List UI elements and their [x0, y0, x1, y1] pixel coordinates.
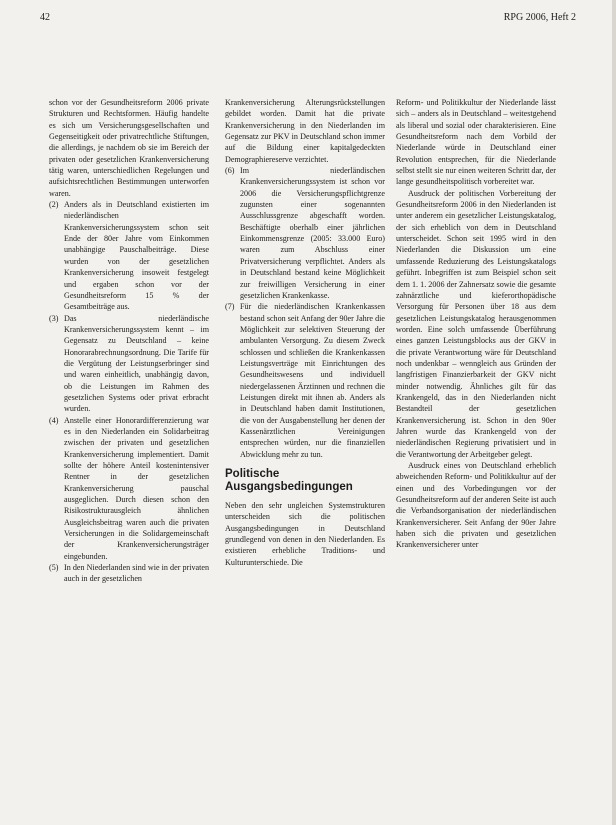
numbered-paragraph: [225, 301, 385, 460]
section-heading: Politische Ausgangsbedingungen: [225, 468, 353, 493]
page-number: 42: [40, 12, 50, 23]
text-column-left: [49, 97, 209, 585]
paragraph-text: Für die niederländischen Krankenkassen bestand schon seit Anfang der 90er Jahre die Möglichkeit zur selektiven Steuerung der ambulanten Versorgung. Zu diesem Zweck schlossen und schließen die Krankenkassen Leistungsverträge mit Einrichtungen des Gesundheitswesens und individuell niedergelassenen Ärztinnen und rechnen die Leistungen direkt mit ihnen ab. Anders als in Deutschland haben damit Institutionen, die von der Ausgabenstellung her denen der Kassenärztlichen Vereinigungen entsprechen würden, nur die finanziellen Abwicklung mehr zu tun.: [240, 302, 385, 459]
numbered-paragraph: [49, 313, 209, 415]
paragraph-text: Im niederländischen Krankenversicherungssystem ist schon vor 2006 die Versicherungspflichtgrenze zugunsten einer sogenannten Ausschlussgrenze abgeschafft worden. Beschäftigte oberhalb einer jährlichen Einkommensgrenze (2005: 33.000 Euro) waren zum Abschluss einer Privatversicherung verpflichtet. Anders als in Deutschland bestand keine Möglichkeit zur freiwilligen Versicherung in einer gesetzlichen Krankenkasse.: [240, 166, 385, 300]
journal-reference: RPG 2006, Heft 2: [503, 12, 576, 23]
body-paragraph: Neben den sehr ungleichen Systemstrukturen unterscheiden sich die politischen Ausgangsbedingungen in Deutschland grundlegend von denen in den Niederlanden. Es existieren erhebliche Traditions- und Kulturunterschiede. Die: [225, 501, 385, 567]
body-paragraph: Ausdruck eines von Deutschland erheblich abweichenden Reform- und Politikkultur auf der einen und des Vorbedingungen vor der Gesundheitsreform auf der anderen Seite ist auch die Verbandsorganisation der niederländischen Krankenversicherer. Seit Anfang der 90er Jahre haben sich die privaten und gesetzlichen Krankenversicherer unter: [396, 461, 556, 550]
paragraph-number: (5): [49, 563, 59, 573]
numbered-paragraph: [49, 562, 209, 585]
body-paragraph: Krankenversicherung Alterungsrückstellungen gebildet worden. Damit hat die private Krankenversicherung in den Niederlanden im Gegensatz zur PKV in Deutschland schon immer auf die Bildung einer kapitalgedeckten Demographiereserve verzichtet.: [225, 98, 385, 164]
numbered-paragraph: [49, 415, 209, 562]
paragraph-text: Anders als in Deutschland existierten im niederländischen Krankenversicherungssystem schon seit Ende der 80er Jahre vom Einkommen unabhängige Pauschalbeiträge. Diese wurden von der gesetzlichen Krankenversicherung insoweit festgelegt und ergaben schon vor der Gesundheitsreform 15 % der Gesamtbeiträge aus.: [64, 200, 209, 312]
paragraph-text: Anstelle einer Honorardifferenzierung war es in den Niederlanden ein Solidarbeitrag zwischen der privaten und gesetzlichen Krankenversicherung implementiert. Damit sollte der höhere Anteil kostenintensiver Rentner in der gesetzlichen Krankenversicherung pauschal ausgeglichen. Durch diesen schon den Risikostrukturausgleich ähnlichen Ausgleichsbeitrag waren auch die privaten Versicherungen in die Solidargemeinschaft der Krankenversicherungsträger eingebunden.: [64, 415, 209, 561]
running-header: [40, 12, 576, 26]
numbered-paragraph: [49, 199, 209, 312]
scan-edge-shadow: [612, 0, 616, 825]
numbered-paragraph: [225, 165, 385, 301]
paragraph-number: (7): [225, 302, 235, 312]
paragraph-number: (4): [49, 415, 59, 425]
body-paragraph: Reform- und Politikkultur der Niederlande lässt sich – anders als in Deutschland – weitestgehend als liberal und sozial oder charakterisieren. Eine Gesundheitsreform nach dem Vorbild der Niederlande würde in Deutschland einer Revolution entsprechen, für die Niederlande selbst stellt sie nur einen weiteren Schritt dar, der lange gesundheitspolitisch vorbereitet war.: [396, 98, 556, 187]
paragraph-number: (6): [225, 166, 235, 176]
paragraph-number: (2): [49, 200, 59, 210]
text-column-right: [396, 97, 556, 551]
body-paragraph: schon vor der Gesundheitsreform 2006 private Strukturen und Rechtsformen. Häufig handelte es sich um Versicherungsgesellschaften und Gegenseitigkeit oder privatrechtliche Stiftungen, die allerdings, je nachdem ob sie im Bereich der privaten oder gesetzlichen Krankenversicherung tätig waren, unterschiedlichen Regelungen und aufsichtsrechtlichen Bestimmungen unterworfen waren.: [49, 98, 209, 198]
paragraph-text: Das niederländische Krankenversicherungssystem kennt – im Gegensatz zu Deutschland – keine Honorarabrechnungsordnung. Die Tarife für die Vergütung der Leistungserbringer sind und waren einheitlich, unabhängig davon, ob die Leistungen im Rahmen des gesetzlichen Systems oder privat erbracht wurden.: [64, 313, 209, 414]
paragraph-number: (3): [49, 313, 59, 323]
text-column-middle: [225, 97, 385, 568]
paragraph-text: In den Niederlanden sind wie in der privaten auch in der gesetzlichen: [64, 563, 209, 584]
body-paragraph: Ausdruck der politischen Vorbereitung der Gesundheitsreform 2006 in den Niederlanden ist unter anderem ein gesetzlicher Leistungskatalog, der sich erheblich von dem in Deutschland unterscheidet. Schon seit 1995 wird in den Niederlanden die Diskussion um eine umfassende Reduzierung des Leistungskatalogs geführt. Inbegriffen ist zum Beispiel schon seit dem 1. 1. 2006 der Zahnersatz sowie die gesamte zahnärztliche und kieferorthopädische Versorgung für Personen über 18 aus dem gesetzlichen Leistungskatalog herausgenommen worden. Eine solch umfassende Überführung eines ganzen Leistungsblocks aus der GKV in die private Verantwortung wäre für Deutschland noch undenkbar – wenngleich aus Gründen der langfristigen Finanzierbarkeit der GKV nicht minder notwendig. Ähnliches gilt für das Krankengeld, das in den Niederlanden nicht Bestandteil der gesetzlichen Krankenversicherung ist. Schon in den 90er Jahren wurde das Krankengeld von der niederländischen Regierung privatisiert und in die Verantwortung der Arbeitgeber gelegt.: [396, 188, 556, 459]
